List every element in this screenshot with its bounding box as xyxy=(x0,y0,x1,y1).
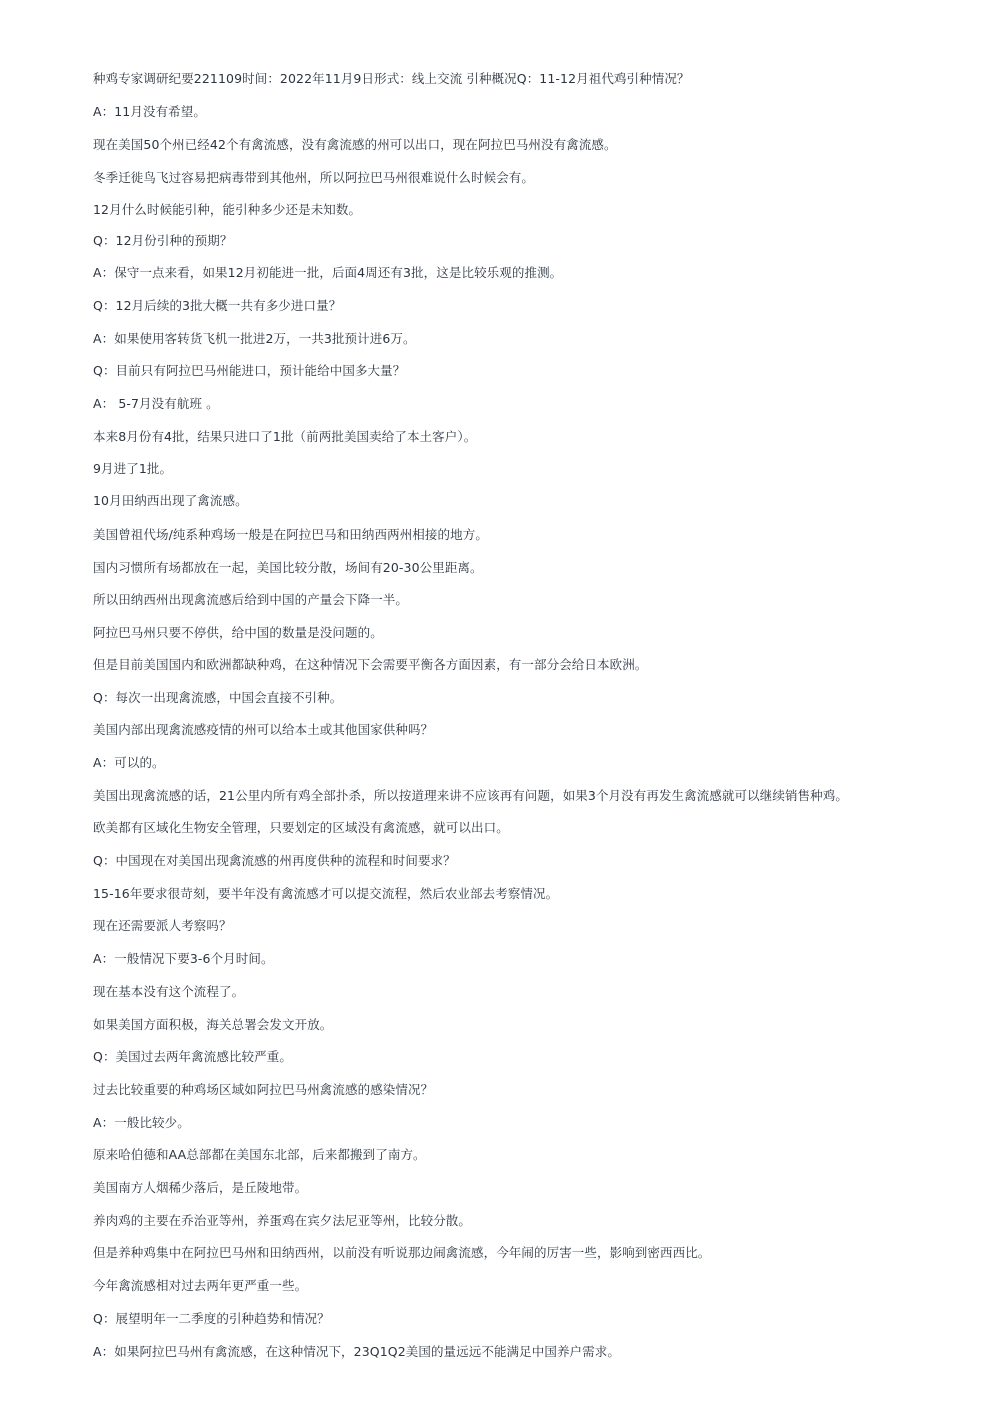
text-line: 现在基本没有这个流程了。 xyxy=(93,984,245,999)
text-line: 如果美国方面积极，海关总署会发文开放。 xyxy=(93,1017,333,1032)
text-line: 10月田纳西出现了禽流感。 xyxy=(93,493,248,508)
text-line: 冬季迁徙鸟飞过容易把病毒带到其他州，所以阿拉巴马州很难说什么时候会有。 xyxy=(93,170,535,185)
text-line: 12月什么时候能引种，能引种多少还是未知数。 xyxy=(93,202,362,217)
text-line: 现在还需要派人考察吗？ xyxy=(93,918,232,933)
text-line: 9月进了1批。 xyxy=(93,461,173,476)
text-line: Q：美国过去两年禽流感比较严重。 xyxy=(93,1049,292,1064)
text-line: 美国曾祖代场/纯系种鸡场一般是在阿拉巴马和田纳西两州相接的地方。 xyxy=(93,527,488,542)
text-line: A：一般比较少。 xyxy=(93,1115,190,1130)
text-line: A：可以的。 xyxy=(93,755,165,770)
text-line: A：一般情况下要3-6个月时间。 xyxy=(93,951,274,966)
text-line: A： 5-7月没有航班 。 xyxy=(93,396,219,411)
text-line: Q：12月后续的3批大概一共有多少进口量？ xyxy=(93,298,342,313)
text-line: Q：每次一出现禽流感，中国会直接不引种。 xyxy=(93,690,343,705)
text-line: 本来8月份有4批，结果只进口了1批（前两批美国卖给了本土客户）。 xyxy=(93,429,477,444)
text-line: 国内习惯所有场都放在一起，美国比较分散，场间有20-30公里距离。 xyxy=(93,560,483,575)
text-line: A：如果阿拉巴马州有禽流感，在这种情况下，23Q1Q2美国的量远远不能满足中国养户需求。 xyxy=(93,1344,620,1359)
text-line: Q：展望明年一二季度的引种趋势和情况？ xyxy=(93,1311,330,1326)
text-line: A：11月没有希望。 xyxy=(93,104,206,119)
text-line: 今年禽流感相对过去两年更严重一些。 xyxy=(93,1278,308,1293)
text-line: 美国南方人烟稀少落后，是丘陵地带。 xyxy=(93,1180,308,1195)
text-line: 过去比较重要的种鸡场区域如阿拉巴马州禽流感的感染情况？ xyxy=(93,1082,434,1097)
text-line: 但是养种鸡集中在阿拉巴马州和田纳西州，以前没有听说那边闹禽流感，今年闹的厉害一些，影响到密西西比。 xyxy=(93,1245,711,1260)
text-line: 养肉鸡的主要在乔治亚等州，养蛋鸡在宾夕法尼亚等州，比较分散。 xyxy=(93,1213,472,1228)
text-line: 原来哈伯德和AA总部都在美国东北部，后来都搬到了南方。 xyxy=(93,1147,426,1162)
text-line: 阿拉巴马州只要不停供，给中国的数量是没问题的。 xyxy=(93,625,383,640)
text-line: 15-16年要求很苛刻，要半年没有禽流感才可以提交流程，然后农业部去考察情况。 xyxy=(93,886,559,901)
text-line: Q：目前只有阿拉巴马州能进口，预计能给中国多大量？ xyxy=(93,363,406,378)
text-line: 欧美都有区域化生物安全管理，只要划定的区域没有禽流感，就可以出口。 xyxy=(93,820,509,835)
text-line: 现在美国50个州已经42个有禽流感，没有禽流感的州可以出口，现在阿拉巴马州没有禽流感。 xyxy=(93,137,617,152)
text-line: 种鸡专家调研纪要221109时间：2022年11月9日形式：线上交流 引种概况Q：11-12月祖代鸡引种情况？ xyxy=(93,71,690,86)
text-line: 所以田纳西州出现禽流感后给到中国的产量会下降一半。 xyxy=(93,592,409,607)
text-line: A：保守一点来看，如果12月初能进一批，后面4周还有3批，这是比较乐观的推测。 xyxy=(93,265,563,280)
text-line: Q：中国现在对美国出现禽流感的州再度供种的流程和时间要求？ xyxy=(93,853,456,868)
text-line: 但是目前美国国内和欧洲都缺种鸡，在这种情况下会需要平衡各方面因素，有一部分会给日本欧洲。 xyxy=(93,657,648,672)
text-line: 美国内部出现禽流感疫情的州可以给本土或其他国家供种吗？ xyxy=(93,722,434,737)
text-line: A：如果使用客转货飞机一批进2万，一共3批预计进6万。 xyxy=(93,331,416,346)
text-line: Q：12月份引种的预期？ xyxy=(93,233,233,248)
text-line: 美国出现禽流感的话，21公里内所有鸡全部扑杀，所以按道理来讲不应该再有问题，如果3个月没有再发生禽流感就可以继续销售种鸡。 xyxy=(93,788,848,803)
